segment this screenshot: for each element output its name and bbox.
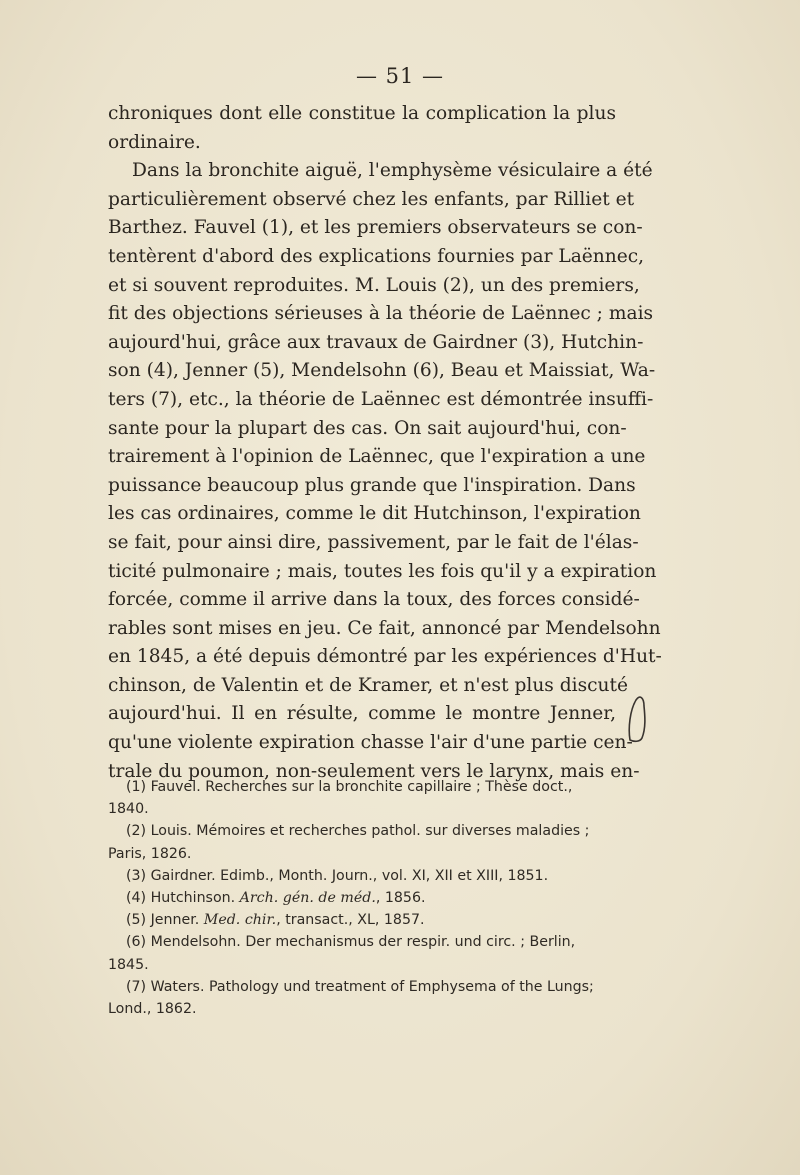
- footnote-number: (6): [126, 934, 151, 951]
- body-line: aujourd'hui. Il en résulte, comme le montre Jenner,: [108, 703, 616, 725]
- body-line: Dans la bronchite aiguë, l'emphysème vésiculaire a été: [132, 160, 653, 182]
- body-text: [108, 100, 662, 786]
- body-line: chroniques dont elle constitue la complication la plus: [108, 103, 616, 124]
- footnote-continuation: 1840.: [108, 801, 149, 818]
- body-line: son (4), Jenner (5), Mendelsohn (6), Beau et Maissiat, Wa-: [108, 360, 656, 382]
- body-line: ticité pulmonaire ; mais, toutes les fois qu'il y a expiration: [108, 560, 657, 582]
- footnote: [108, 776, 616, 798]
- footnote: [108, 865, 616, 887]
- footnote-text: Hutchinson.: [150, 890, 240, 907]
- body-line: particulièrement observé chez les enfants, par Rilliet et: [108, 188, 635, 210]
- footnote-number: (5): [126, 912, 151, 929]
- body-line: Barthez. Fauvel (1), et les premiers observateurs se con-: [108, 217, 643, 239]
- footnote-continuation: 1845.: [108, 956, 149, 973]
- body-line: en 1845, a été depuis démontré par les expériences d'Hut-: [108, 646, 662, 668]
- body-line: et si souvent reproduites. M. Louis (2), un des premiers,: [108, 274, 640, 296]
- footnote-continuation: Paris, 1826.: [108, 845, 192, 862]
- body-line: rables sont mises en jeu. Ce fait, annoncé par Mendelsohn: [108, 617, 661, 639]
- footnote: [108, 976, 616, 998]
- footnote-text: , 1856.: [375, 890, 426, 907]
- footnote-continuation: Lond., 1862.: [108, 1001, 197, 1018]
- footnote-text: Fauvel. Recherches sur la bronchite capillaire ; Thèse doct.,: [150, 779, 573, 795]
- footnote-number: (4): [126, 890, 151, 907]
- footnote: [108, 909, 616, 931]
- footnote-text: , transact., XL, 1857.: [276, 912, 425, 929]
- margin-pencil-mark: [624, 692, 650, 746]
- footnote: [108, 887, 616, 909]
- body-line: fit des objections sérieuses à la théorie de Laënnec ; mais: [108, 303, 654, 325]
- body-line: se fait, pour ainsi dire, passivement, par le fait de l'élas-: [108, 531, 639, 553]
- footnote-text: Waters. Pathology und treatment of Emphysema of the Lungs;: [150, 978, 594, 995]
- body-line: tentèrent d'abord des explications fournies par Laënnec,: [108, 245, 645, 267]
- body-line: les cas ordinaires, comme le dit Hutchinson, l'expiration: [108, 503, 641, 525]
- body-line: ordinaire.: [108, 131, 201, 153]
- body-line: forcée, comme il arrive dans la toux, des forces considé-: [108, 589, 640, 611]
- body-line: qu'une violente expiration chasse l'air d'une partie cen-: [108, 732, 633, 754]
- footnotes: [108, 776, 616, 1020]
- body-line: trale du poumon, non-seulement vers le larynx, mais en-: [108, 760, 640, 782]
- body-line: trairement à l'opinion de Laënnec, que l'expiration a une: [108, 446, 646, 468]
- footnote-text: Jenner.: [150, 912, 204, 929]
- footnote-number: (1): [126, 779, 151, 795]
- body-line: puissance beaucoup plus grande que l'inspiration. Dans: [108, 474, 636, 496]
- footnote: [108, 820, 616, 842]
- footnote-number: (3): [126, 867, 151, 884]
- footnote-number: (7): [126, 978, 151, 995]
- body-line: chinson, de Valentin et de Kramer, et n'est plus discuté: [108, 674, 628, 696]
- footnote-text: Mendelsohn. Der mechanismus der respir. und circ. ; Berlin,: [150, 934, 576, 951]
- body-line: ters (7), etc., la théorie de Laënnec est démontrée insuffi-: [108, 388, 654, 410]
- footnote-journal-title: Arch. gén. de méd.: [239, 890, 376, 907]
- footnote: [108, 931, 616, 953]
- body-line: aujourd'hui, grâce aux travaux de Gairdner (3), Hutchin-: [108, 331, 644, 353]
- body-line: sante pour la plupart des cas. On sait aujourd'hui, con-: [108, 417, 627, 439]
- footnote-text: Louis. Mémoires et recherches pathol. sur diverses maladies ;: [150, 823, 590, 840]
- page-number: — 51 —: [355, 64, 445, 88]
- footnote-journal-title: Med. chir.: [203, 912, 277, 929]
- footnote-text: Gairdner. Edimb., Month. Journ., vol. XI, XII et XIII, 1851.: [150, 867, 549, 884]
- footnote-number: (2): [126, 823, 151, 840]
